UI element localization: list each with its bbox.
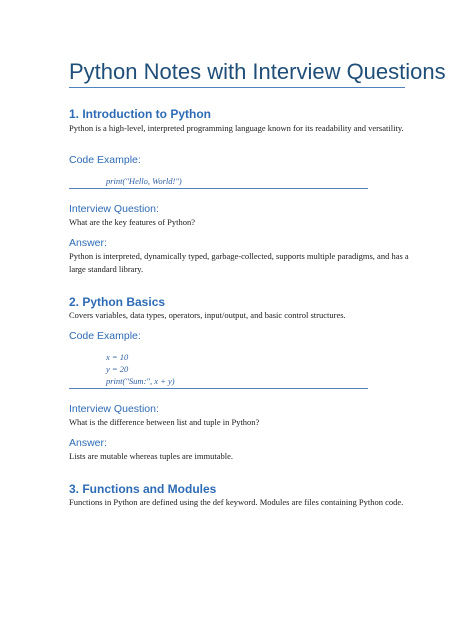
section-1-code-label: Code Example: <box>69 154 141 166</box>
section-1-answer: Python is interpreted, dynamically typed, garbage-collected, supports multiple paradigms, and has a large standard library. <box>69 251 409 274</box>
section-1-text: Python is a high-level, interpreted programming language known for its readability and versatility. <box>69 123 404 133</box>
section-2-question: What is the difference between list and tuple in Python? <box>69 417 260 427</box>
section-2-code-line-1: x = 10 <box>106 352 129 362</box>
section-2-code-line-3: print("Sum:", x + y) <box>106 376 175 386</box>
section-2-text: Covers variables, data types, operators, input/output, and basic control structures. <box>69 310 346 320</box>
section-2-answer-label: Answer: <box>69 437 107 449</box>
section-1-heading: 1. Introduction to Python <box>69 107 211 121</box>
title-underline <box>69 87 405 88</box>
section-2-heading: 2. Python Basics <box>69 295 166 309</box>
section-3-heading: 3. Functions and Modules <box>69 482 217 496</box>
section-2-answer: Lists are mutable whereas tuples are immutable. <box>69 451 234 461</box>
section-1-answer-label: Answer: <box>69 237 107 249</box>
section-2-question-label: Interview Question: <box>69 403 159 415</box>
section-2-code-line-2: y = 20 <box>106 364 129 374</box>
section-1-question-label: Interview Question: <box>69 203 159 215</box>
section-3-text: Functions in Python are defined using the def keyword. Modules are files containing Python code. <box>69 497 404 507</box>
section-1-code-underline <box>69 188 368 189</box>
document-title: Python Notes with Interview Questions <box>69 59 446 84</box>
section-2-code-label: Code Example: <box>69 330 141 342</box>
section-1-code-line-1: print("Hello, World!") <box>106 176 182 186</box>
section-2-code-underline <box>69 388 368 389</box>
section-1-question: What are the key features of Python? <box>69 217 196 227</box>
